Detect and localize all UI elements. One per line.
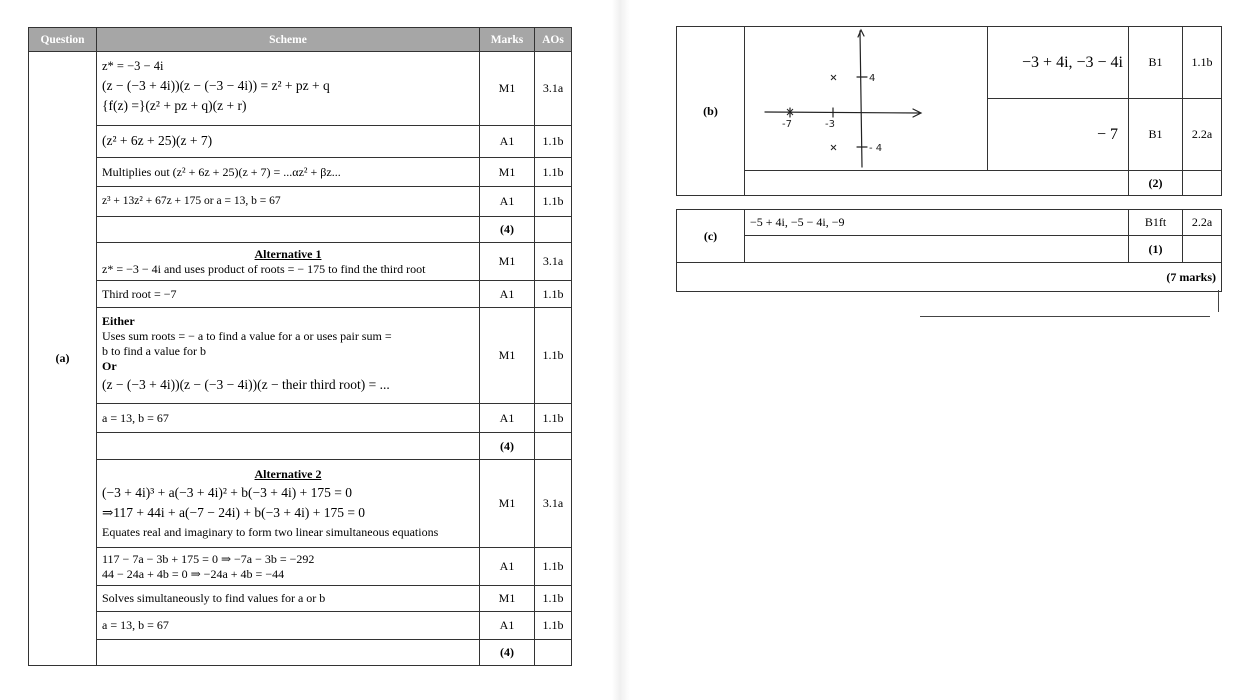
page-bottom-rule bbox=[920, 316, 1210, 317]
page-gutter bbox=[612, 0, 630, 700]
scheme-line: z* = −3 − 4i and uses product of roots = − 175 to find the third root bbox=[102, 261, 426, 276]
scheme-cell bbox=[97, 404, 480, 433]
scheme-cell bbox=[97, 281, 480, 308]
part-b-box bbox=[676, 26, 1221, 196]
table-row bbox=[29, 187, 572, 217]
scheme-cell bbox=[97, 612, 480, 640]
header-question: Question bbox=[29, 28, 97, 52]
table-row bbox=[29, 460, 572, 548]
mark-cell: M1 bbox=[480, 52, 535, 126]
mark-cell: A1 bbox=[480, 187, 535, 217]
alternative-2-title: Alternative 2 bbox=[254, 467, 322, 482]
scheme-line: a = 13, b = 67 bbox=[102, 410, 169, 425]
table-row bbox=[29, 243, 572, 281]
ao-cell: 1.1b bbox=[535, 548, 572, 586]
subtotal-mark: (2) bbox=[1129, 171, 1183, 196]
scheme-cell bbox=[97, 187, 480, 217]
subtotal-row bbox=[29, 640, 572, 666]
scheme-cell bbox=[97, 126, 480, 158]
scheme-line: Uses sum roots = − a to find a value for a or uses pair sum = b to find a value for b bbox=[102, 329, 392, 359]
ao-cell bbox=[535, 640, 572, 666]
subtotal-row bbox=[29, 433, 572, 460]
table-row bbox=[29, 586, 572, 612]
ao-cell: 3.1a bbox=[535, 52, 572, 126]
scheme-cell bbox=[97, 217, 480, 243]
scheme-line: Multiplies out (z² + 6z + 25)(z + 7) = ...αz² + βz... bbox=[102, 164, 341, 179]
subtotal-row bbox=[677, 236, 1222, 263]
ao-cell: 1.1b bbox=[1183, 27, 1222, 99]
ao-cell: 2.2a bbox=[1183, 99, 1222, 171]
root-marker bbox=[831, 145, 836, 150]
scheme-cell bbox=[745, 171, 1129, 196]
header-scheme: Scheme bbox=[97, 28, 480, 52]
table-row bbox=[677, 210, 1222, 236]
ao-cell: 1.1b bbox=[535, 308, 572, 404]
mark-scheme-table bbox=[28, 27, 572, 666]
mark-cell: M1 bbox=[480, 308, 535, 404]
scheme-cell bbox=[745, 236, 1129, 263]
label-neg4: - 4 bbox=[869, 143, 883, 154]
subtotal-row bbox=[677, 171, 1222, 196]
part-c-box bbox=[676, 209, 1221, 292]
scheme-line: (z − (−3 + 4i))(z − (−3 − 4i)) = z² + pz + q bbox=[102, 77, 330, 93]
answer-real-root: − 7 bbox=[988, 99, 1129, 171]
table-row bbox=[29, 52, 572, 126]
mark-cell: B1 bbox=[1129, 27, 1183, 99]
question-label-c: (c) bbox=[677, 210, 745, 263]
table-row bbox=[29, 612, 572, 640]
header-row bbox=[29, 28, 572, 52]
part-b-table bbox=[676, 26, 1222, 196]
table-row bbox=[677, 27, 1222, 99]
scheme-cell bbox=[97, 586, 480, 612]
ao-cell: 1.1b bbox=[535, 612, 572, 640]
ao-cell: 1.1b bbox=[535, 281, 572, 308]
scheme-cell bbox=[97, 640, 480, 666]
ao-cell: 1.1b bbox=[535, 126, 572, 158]
table-row bbox=[29, 126, 572, 158]
subtotal-mark: (1) bbox=[1129, 236, 1183, 263]
header-marks: Marks bbox=[480, 28, 535, 52]
scheme-line: Third root = −7 bbox=[102, 286, 177, 301]
scheme-line: 44 − 24a + 4b = 0 ⇒ −24a + 4b = −44 bbox=[102, 566, 285, 581]
ao-cell bbox=[535, 217, 572, 243]
grand-total: (7 marks) bbox=[677, 263, 1222, 292]
scheme-cell bbox=[97, 243, 480, 281]
table-row bbox=[29, 308, 572, 404]
mark-cell: A1 bbox=[480, 126, 535, 158]
subtotal-row bbox=[29, 217, 572, 243]
mark-cell: A1 bbox=[480, 612, 535, 640]
scheme-line: z* = −3 − 4i bbox=[102, 59, 164, 74]
answer-complex-roots: −3 + 4i, −3 − 4i bbox=[988, 27, 1129, 99]
table-row bbox=[29, 158, 572, 187]
scheme-line: z³ + 13z² + 67z + 175 or a = 13, b = 67 bbox=[102, 195, 281, 208]
table-row bbox=[29, 404, 572, 433]
question-label-b: (b) bbox=[677, 27, 745, 196]
imaginary-axis-arrow bbox=[858, 30, 864, 37]
ao-cell: 1.1b bbox=[535, 586, 572, 612]
real-axis bbox=[765, 112, 920, 113]
mark-cell: A1 bbox=[480, 404, 535, 433]
part-c-table bbox=[676, 209, 1222, 292]
mark-cell: B1 bbox=[1129, 99, 1183, 171]
scheme-line: −5 + 4i, −5 − 4i, −9 bbox=[750, 215, 845, 229]
scheme-cell bbox=[97, 52, 480, 126]
scheme-line: a = 13, b = 67 bbox=[102, 618, 169, 632]
or-label: Or bbox=[102, 359, 117, 374]
argand-sketch-cell bbox=[745, 27, 988, 171]
ao-cell: 2.2a bbox=[1183, 210, 1222, 236]
scheme-cell bbox=[97, 308, 480, 404]
ao-cell: 1.1b bbox=[535, 158, 572, 187]
argand-sketch bbox=[745, 27, 986, 169]
grand-total-row bbox=[677, 263, 1222, 292]
mark-cell: M1 bbox=[480, 460, 535, 548]
scheme-line: ⇒117 + 44i + a(−7 − 24i) + b(−3 + 4i) + 175 = 0 bbox=[102, 505, 366, 520]
scheme-cell bbox=[97, 433, 480, 460]
subtotal-mark: (4) bbox=[480, 217, 535, 243]
mark-cell: B1ft bbox=[1129, 210, 1183, 236]
answer-cell bbox=[745, 210, 1129, 236]
page-edge-line bbox=[1218, 290, 1219, 312]
label-pos4: 4 bbox=[869, 73, 876, 84]
label-neg3: -3 bbox=[825, 119, 835, 130]
alternative-1-title: Alternative 1 bbox=[254, 246, 322, 261]
header-aos: AOs bbox=[535, 28, 572, 52]
scheme-line: 117 − 7a − 3b + 175 = 0 ⇒ −7a − 3b = −292 bbox=[102, 551, 315, 566]
table-row bbox=[29, 548, 572, 586]
scheme-cell bbox=[97, 460, 480, 548]
subtotal-mark: (4) bbox=[480, 640, 535, 666]
mark-cell: A1 bbox=[480, 281, 535, 308]
scheme-line: {f(z) =}(z² + pz + q)(z + r) bbox=[102, 97, 247, 113]
ao-cell: 1.1b bbox=[535, 404, 572, 433]
scheme-line: (z − (−3 + 4i))(z − (−3 − 4i))(z − their third root) = ... bbox=[102, 377, 390, 393]
scheme-line: Solves simultaneously to find values for a or b bbox=[102, 591, 326, 605]
scheme-line: (z² + 6z + 25)(z + 7) bbox=[102, 133, 213, 149]
ao-cell bbox=[1183, 236, 1222, 263]
label-neg7: -7 bbox=[782, 119, 792, 130]
mark-cell: M1 bbox=[480, 158, 535, 187]
table-row bbox=[29, 281, 572, 308]
ao-cell: 3.1a bbox=[535, 460, 572, 548]
either-label: Either bbox=[102, 314, 135, 329]
scheme-cell bbox=[97, 158, 480, 187]
ao-cell bbox=[535, 433, 572, 460]
question-label-a: (a) bbox=[29, 52, 97, 666]
mark-cell: M1 bbox=[480, 243, 535, 281]
root-marker bbox=[831, 75, 836, 80]
scheme-line: (−3 + 4i)³ + a(−3 + 4i)² + b(−3 + 4i) + 175 = 0 bbox=[102, 485, 352, 501]
mark-cell: A1 bbox=[480, 548, 535, 586]
ao-cell: 3.1a bbox=[535, 243, 572, 281]
subtotal-mark: (4) bbox=[480, 433, 535, 460]
mark-cell: M1 bbox=[480, 586, 535, 612]
scheme-line: Equates real and imaginary to form two linear simultaneous equations bbox=[102, 524, 439, 539]
ao-cell: 1.1b bbox=[535, 187, 572, 217]
mark-scheme-left bbox=[28, 27, 572, 666]
ao-cell bbox=[1183, 171, 1222, 196]
scheme-cell bbox=[97, 548, 480, 586]
